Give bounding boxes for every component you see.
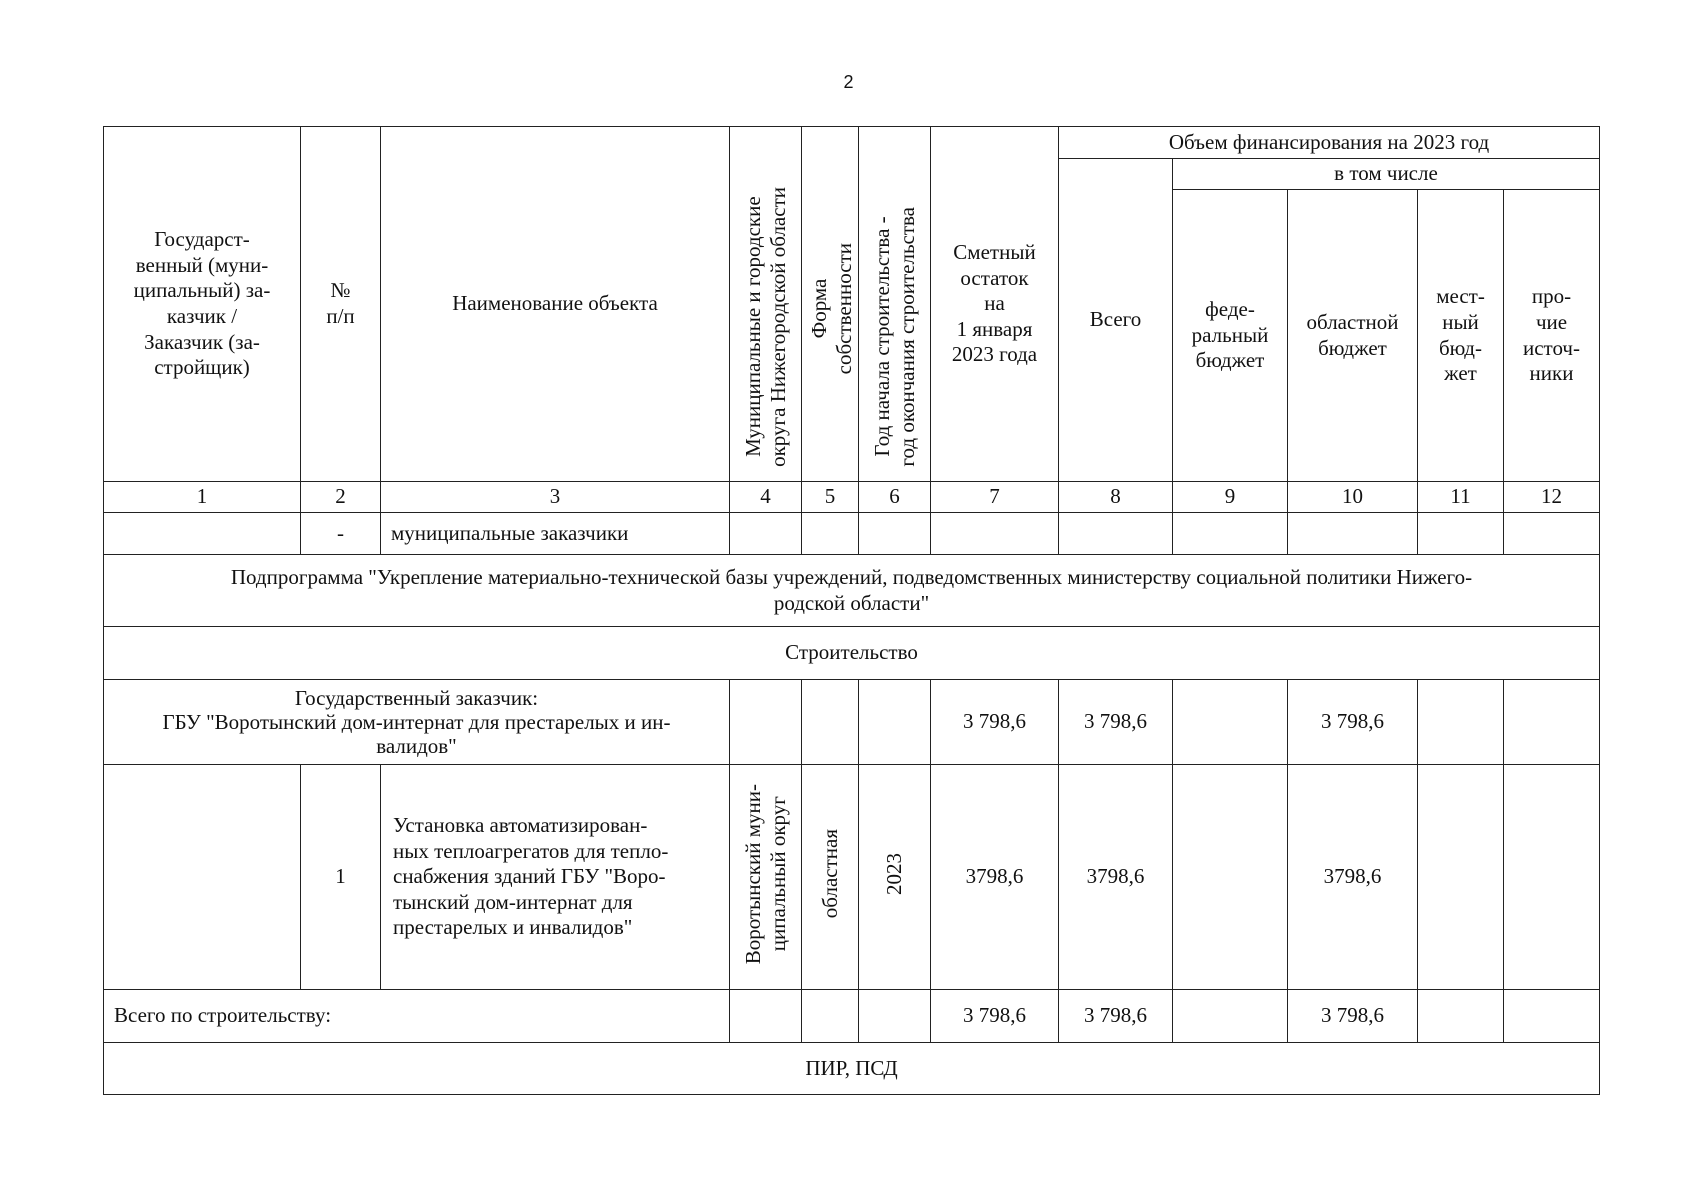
header-years-text: Год начала строительства - год окончания строительства bbox=[869, 206, 919, 467]
state-customer-row bbox=[104, 680, 1600, 765]
header-ownership-text: Форма собственности bbox=[807, 243, 856, 375]
column-number: 10 bbox=[1288, 482, 1418, 513]
state-customer-label: Государственный заказчик: ГБУ "Воротынский дом-интернат для престарелых и ин- валидов" bbox=[104, 680, 730, 765]
column-number: 3 bbox=[381, 482, 730, 513]
item-years-text: 2023 bbox=[882, 852, 907, 895]
header-ownership bbox=[802, 127, 859, 482]
construction-total-estimate: 3 798,6 bbox=[931, 990, 1059, 1043]
construction-heading-row bbox=[104, 627, 1600, 680]
header-funding-title: Объем финансирования на 2023 год bbox=[1059, 127, 1600, 159]
subprogram-row bbox=[104, 555, 1600, 627]
item-num: 1 bbox=[301, 765, 381, 990]
item-total: 3798,6 bbox=[1059, 765, 1173, 990]
header-customer: Государст- венный (муни- ципальный) за- казчик / Заказчик (за- стройщик) bbox=[104, 127, 301, 482]
construction-total-label: Всего по строительству: bbox=[104, 990, 730, 1043]
item-municipality bbox=[730, 765, 802, 990]
header-municipality-text: Муниципальные и городские округа Нижегородской области bbox=[740, 186, 790, 467]
column-number: 9 bbox=[1173, 482, 1288, 513]
item-row bbox=[104, 765, 1600, 990]
municipal-customers-num: - bbox=[301, 513, 381, 555]
header-object-name: Наименование объекта bbox=[381, 127, 730, 482]
item-municipality-text: Воротынский муни- ципальный округ bbox=[740, 783, 790, 964]
page-number: 2 bbox=[843, 72, 854, 92]
column-number: 12 bbox=[1504, 482, 1600, 513]
subprogram-title: Подпрограмма "Укрепление материально-технической базы учреждений, подведомственных министерству социальной политики Нижего- родской области" bbox=[104, 555, 1600, 627]
construction-heading: Строительство bbox=[104, 627, 1600, 680]
state-customer-total: 3 798,6 bbox=[1059, 680, 1173, 765]
header-estimate-balance: Сметный остаток на 1 января 2023 года bbox=[931, 127, 1059, 482]
financing-table bbox=[103, 126, 1600, 1095]
construction-total-regional: 3 798,6 bbox=[1288, 990, 1418, 1043]
item-estimate: 3798,6 bbox=[931, 765, 1059, 990]
pir-heading-row bbox=[104, 1043, 1600, 1095]
municipal-customers-label: муниципальные заказчики bbox=[381, 513, 730, 555]
header-including: в том числе bbox=[1173, 159, 1600, 190]
municipal-customers-row bbox=[104, 513, 1600, 555]
header-federal: феде- ральный бюджет bbox=[1173, 190, 1288, 482]
construction-total-row bbox=[104, 990, 1600, 1043]
item-regional: 3798,6 bbox=[1288, 765, 1418, 990]
column-numbers-row bbox=[104, 482, 1600, 513]
column-number: 6 bbox=[859, 482, 931, 513]
item-name: Установка автоматизирован- ных теплоагрегатов для тепло- снабжения зданий ГБУ "Воро- тынский дом-интернат для престарелых и инвалидов" bbox=[381, 765, 730, 990]
item-years bbox=[859, 765, 931, 990]
column-number: 8 bbox=[1059, 482, 1173, 513]
header-regional: областной бюджет bbox=[1288, 190, 1418, 482]
header-other: про- чие источ- ники bbox=[1504, 190, 1600, 482]
header-years bbox=[859, 127, 931, 482]
column-number: 2 bbox=[301, 482, 381, 513]
header-total: Всего bbox=[1059, 159, 1173, 482]
column-number: 4 bbox=[730, 482, 802, 513]
state-customer-estimate: 3 798,6 bbox=[931, 680, 1059, 765]
construction-total-total: 3 798,6 bbox=[1059, 990, 1173, 1043]
column-number: 11 bbox=[1418, 482, 1504, 513]
pir-heading: ПИР, ПСД bbox=[104, 1043, 1600, 1095]
header-local: мест- ный бюд- жет bbox=[1418, 190, 1504, 482]
state-customer-regional: 3 798,6 bbox=[1288, 680, 1418, 765]
item-ownership bbox=[802, 765, 859, 990]
header-number: № п/п bbox=[301, 127, 381, 482]
column-number: 1 bbox=[104, 482, 301, 513]
header-municipality bbox=[730, 127, 802, 482]
item-ownership-text: областная bbox=[817, 829, 842, 919]
column-number: 7 bbox=[931, 482, 1059, 513]
column-number: 5 bbox=[802, 482, 859, 513]
